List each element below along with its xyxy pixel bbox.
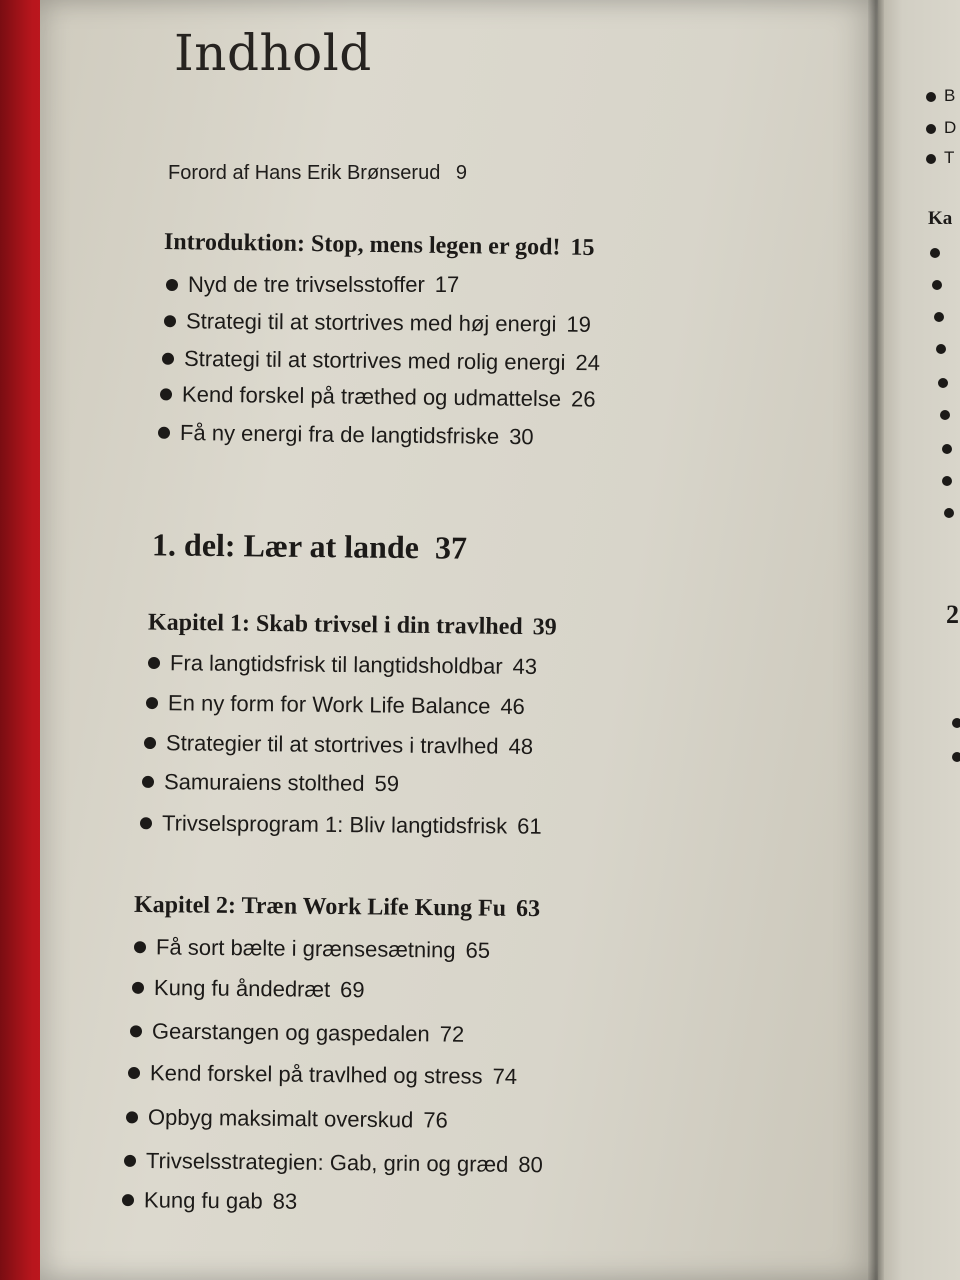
toc-item (122, 1187, 297, 1215)
toc-item (166, 272, 459, 298)
item-text: Strategi til at stortrives med høj energi (185, 308, 557, 337)
bullet-icon (942, 444, 952, 454)
chapter-heading: Introduktion: Stop, mens legen er god! (163, 228, 561, 261)
toc-item (132, 975, 365, 1003)
toc-item (144, 730, 533, 760)
toc-part-1 (152, 526, 467, 566)
toc-foreword (168, 162, 467, 185)
toc-item (140, 810, 542, 840)
bullet-icon (926, 154, 936, 164)
bullet-icon (934, 312, 944, 322)
foreword-text: Forord af Hans Erik Brønserud (168, 162, 441, 184)
item-page: 59 (374, 770, 400, 797)
item-page: 61 (517, 813, 542, 839)
bullet-icon (144, 737, 156, 749)
item-text: Samuraiens stolthed (163, 769, 365, 796)
bullet-icon (146, 697, 158, 709)
toc-item (126, 1104, 448, 1133)
item-text: Få ny energi fra de langtidsfriske (179, 419, 500, 449)
item-page: 30 (509, 423, 534, 450)
item-page: 46 (500, 693, 526, 719)
toc-item (134, 934, 490, 964)
page-title: Indhold (174, 24, 372, 82)
item-page: 17 (434, 272, 460, 297)
item-page: 43 (512, 653, 538, 680)
chapter-page: 15 (570, 234, 595, 262)
bullet-icon (128, 1067, 140, 1079)
item-text: Kend forskel på træthed og udmattelse (181, 381, 562, 412)
item-text: Trivselsstrategien: Gab, grin og græd (145, 1148, 509, 1177)
toc-item (130, 1018, 464, 1047)
item-page: 80 (518, 1151, 543, 1178)
bullet-icon (952, 752, 960, 762)
bullet-icon (166, 279, 178, 291)
item-page: 72 (439, 1021, 465, 1047)
right-page-heading-fragment: Ka (928, 208, 953, 229)
bullet-icon (140, 817, 152, 829)
bullet-icon (122, 1194, 134, 1206)
bullet-icon (158, 427, 170, 439)
bullet-icon (124, 1155, 136, 1167)
foreword-page: 9 (455, 162, 468, 184)
bullet-icon (936, 344, 946, 354)
part-heading: 1. del: Lær at lande (151, 526, 420, 566)
toc-item (160, 381, 596, 412)
bullet-icon (952, 718, 960, 728)
item-page: 26 (570, 386, 596, 412)
item-page: 69 (340, 976, 365, 1003)
toc-item (148, 650, 537, 680)
item-text: Strategier til at stortrives i travlhed (165, 730, 499, 759)
part-page: 37 (434, 529, 468, 566)
item-text: Kend forskel på travlhed og stress (149, 1060, 483, 1089)
bullet-icon (148, 657, 160, 669)
item-text: Trivselsprogram 1: Bliv langtidsfrisk (161, 810, 508, 839)
item-text: Fra langtidsfrisk til langtidsholdbar (169, 650, 503, 679)
bullet-icon (164, 315, 176, 327)
item-page: 19 (566, 311, 592, 337)
chapter-heading: Kapitel 1: Skab trivsel i din travlhed (147, 609, 523, 641)
right-page-numeral-fragment: 2 (946, 600, 959, 629)
item-page: 76 (423, 1107, 448, 1133)
bullet-icon (942, 476, 952, 486)
bullet-icon (162, 353, 174, 365)
bullet-icon (940, 410, 950, 420)
item-text: Nyd de tre trivselsstoffer (188, 272, 425, 297)
toc-chapter-1 (148, 610, 557, 642)
bullet-icon (944, 508, 954, 518)
item-text: Kung fu åndedræt (153, 975, 331, 1002)
bullet-icon (130, 1025, 142, 1037)
toc-item (164, 308, 591, 338)
bullet-icon (142, 776, 154, 788)
item-page: 65 (465, 937, 491, 963)
right-page-letter: T (944, 148, 955, 167)
right-page-letter: D (944, 118, 957, 137)
bullet-icon (126, 1111, 138, 1123)
item-text: Kung fu gab (143, 1187, 263, 1214)
chapter-page: 63 (515, 895, 541, 923)
toc-item (162, 346, 600, 377)
item-page: 74 (492, 1063, 518, 1090)
toc-chapter-introduction (164, 229, 595, 262)
bullet-icon (938, 378, 948, 388)
toc-item (124, 1148, 543, 1178)
toc-item (128, 1060, 517, 1090)
chapter-heading: Kapitel 2: Træn Work Life Kung Fu (133, 891, 507, 922)
item-page: 48 (508, 733, 534, 760)
right-page-letter: B (944, 86, 956, 105)
item-page: 24 (575, 350, 601, 376)
item-text: Gearstangen og gaspedalen (151, 1018, 430, 1047)
item-text: Opbyg maksimalt overskud (147, 1104, 414, 1133)
bullet-icon (926, 92, 936, 102)
toc-item (146, 690, 525, 720)
bullet-icon (930, 248, 940, 258)
toc-item (158, 420, 534, 451)
toc-chapter-2 (134, 892, 540, 923)
chapter-page: 39 (532, 614, 557, 641)
bullet-icon (926, 124, 936, 134)
item-page: 83 (272, 1188, 298, 1214)
bullet-icon (132, 982, 144, 994)
item-text: Få sort bælte i grænsesætning (155, 934, 456, 963)
bullet-icon (160, 388, 172, 400)
bullet-icon (932, 280, 942, 290)
bullet-icon (134, 941, 146, 953)
item-text: En ny form for Work Life Balance (167, 690, 491, 719)
toc-item (142, 769, 399, 797)
item-text: Strategi til at stortrives med rolig energi (183, 345, 566, 375)
